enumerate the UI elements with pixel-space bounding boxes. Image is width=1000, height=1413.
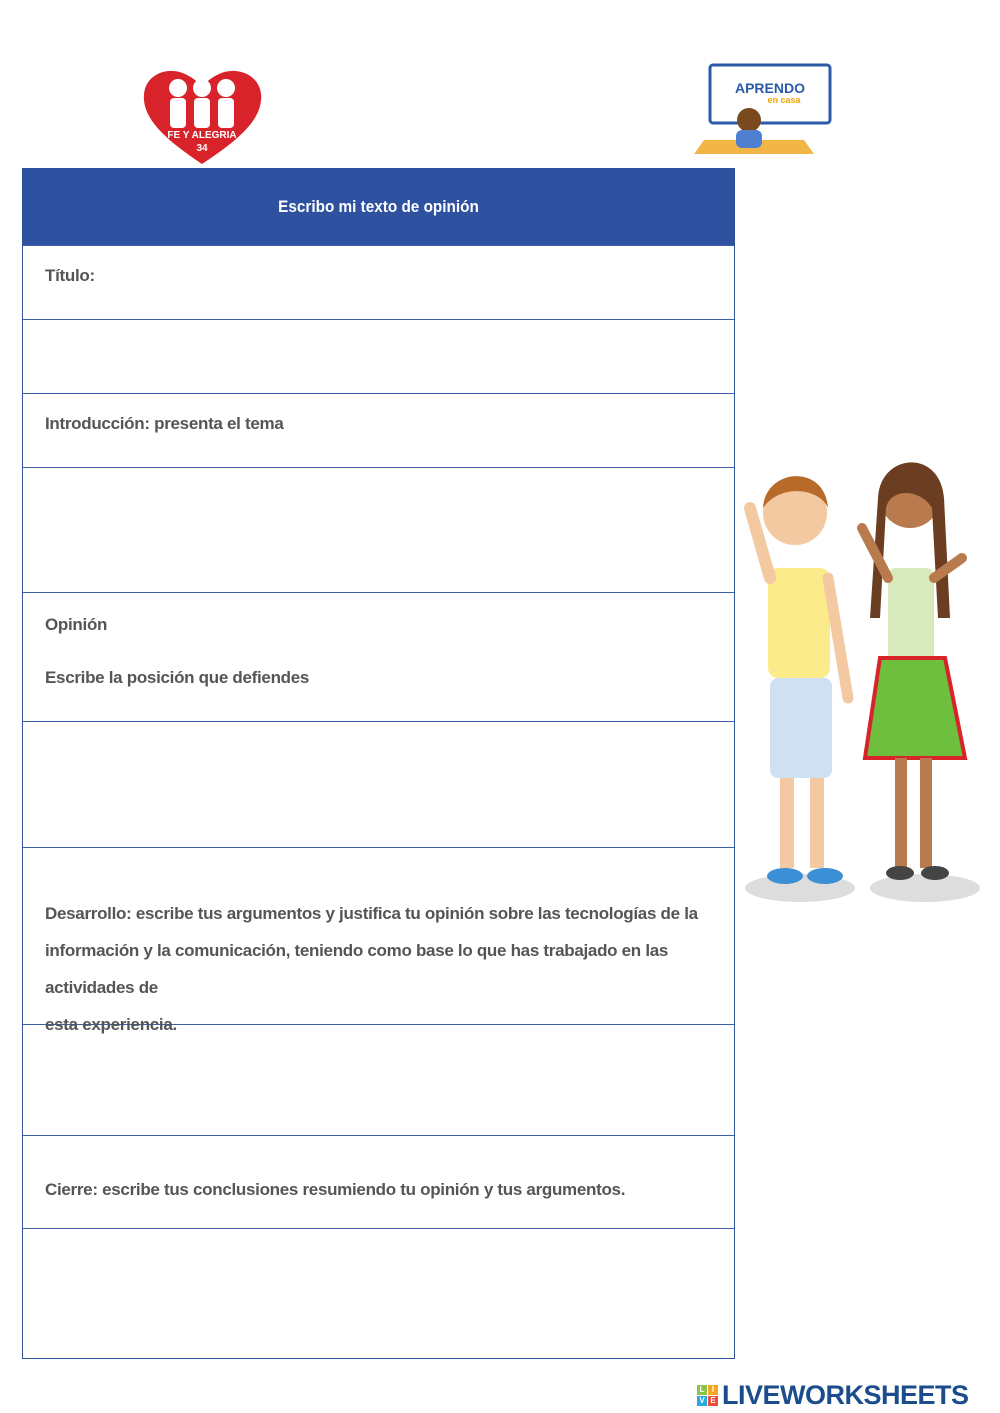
aprendo-en-casa-logo	[684, 62, 834, 158]
svg-text:FE Y ALEGRIA: FE Y ALEGRIA	[167, 130, 237, 141]
badge-letter: I	[708, 1385, 718, 1395]
fe-y-alegria-logo	[140, 66, 265, 166]
title-label: Título:	[45, 266, 95, 285]
opinion-instruction: Escribe la posición que defiendes	[45, 668, 310, 687]
intro-label: Introducción: presenta el tema	[45, 414, 284, 433]
closing-label: Cierre: escribe tus conclusiones resumiendo tu opinión y tus argumentos.	[45, 1180, 626, 1199]
svg-text:en casa: en casa	[767, 95, 801, 105]
badge-letter: V	[697, 1396, 707, 1406]
development-line-3: esta experiencia.	[45, 1015, 177, 1034]
closing-label-row	[23, 1135, 734, 1228]
title-label-row	[23, 245, 734, 319]
table-header: Escribo mi texto de opinión	[59, 168, 699, 245]
svg-text:34: 34	[196, 143, 208, 154]
svg-text:APRENDO: APRENDO	[734, 80, 806, 96]
title-answer-field[interactable]	[23, 319, 734, 393]
development-line-1: Desarrollo: escribe tus argumentos y justifica tu opinión sobre las tecnologías de la	[45, 904, 698, 923]
intro-label-row	[23, 393, 734, 467]
opinion-text-table	[22, 168, 735, 1359]
liveworksheets-brand	[697, 1380, 969, 1411]
development-line-2: información y la comunicación, teniendo como base lo que has trabajado en las actividades de	[45, 941, 669, 997]
brand-name: LIVEWORKSHEETS	[722, 1380, 969, 1410]
development-label-row	[23, 847, 734, 1034]
children-illustration	[740, 448, 985, 913]
live-badge-icon	[697, 1385, 718, 1406]
opinion-label-row	[23, 592, 734, 721]
badge-letter: E	[708, 1396, 718, 1406]
opinion-answer-field[interactable]	[23, 721, 734, 847]
closing-answer-field[interactable]	[23, 1228, 734, 1358]
intro-answer-field[interactable]	[23, 467, 734, 592]
badge-letter: L	[697, 1385, 707, 1395]
opinion-label: Opinión	[45, 615, 108, 634]
